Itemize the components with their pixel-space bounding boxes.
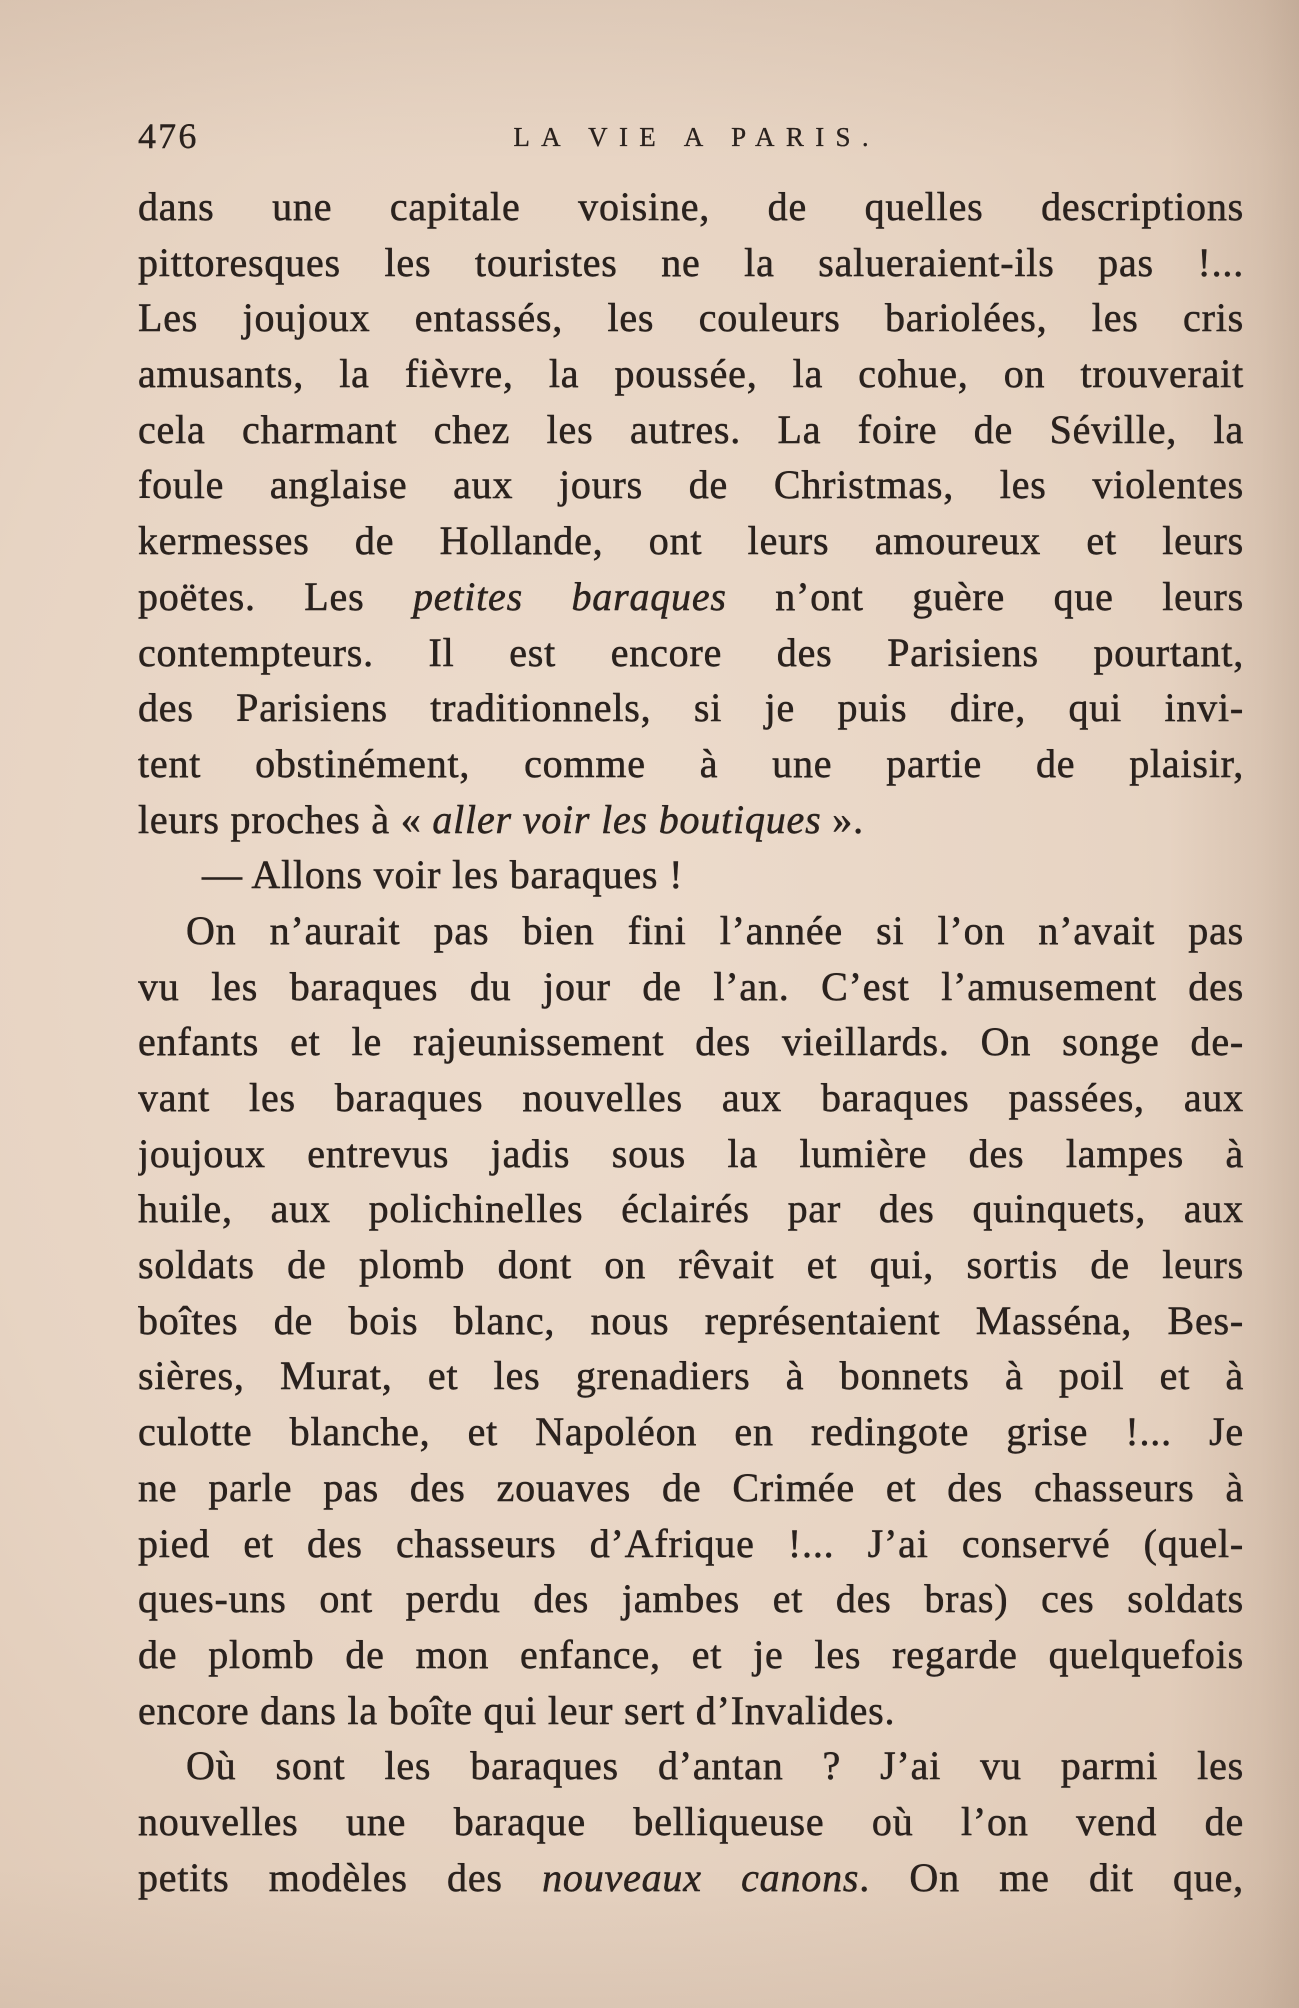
paragraph (138, 179, 1244, 847)
text-line: contempteurs. Il est encore des Parisiens pourtant, (138, 629, 1244, 675)
text-line: amusants, la fièvre, la poussée, la cohue, on trouverait (138, 351, 1244, 397)
text-run: leurs proches à « (138, 796, 433, 842)
text-line: ques-uns ont perdu des jambes et des bras) ces soldats (138, 1576, 1244, 1622)
text-line: des Parisiens traditionnels, si je puis dire, qui invi- (138, 685, 1244, 731)
text-line: ne parle pas des zouaves de Crimée et des chasseurs à (138, 1464, 1244, 1510)
text-run: . On me dit que, (859, 1854, 1244, 1900)
text-line: nouvelles une baraque belliqueuse où l’on vend de (138, 1798, 1244, 1844)
text-line: soldats de plomb dont on rêvait et qui, sortis de leurs (138, 1242, 1244, 1288)
running-head: LA VIE A PARIS. (513, 122, 880, 152)
italic-text: petites baraques (412, 573, 727, 619)
text-line: boîtes de bois blanc, nous représentaient Masséna, Bes- (138, 1297, 1244, 1343)
text-line: de plomb de mon enfance, et je les regarde quelquefois (138, 1631, 1244, 1677)
text-line: culotte blanche, et Napoléon en redingote grise !... Je (138, 1409, 1244, 1455)
text-line: dans une capitale voisine, de quelles descriptions (138, 184, 1244, 229)
text-line: pied et des chasseurs d’Afrique !... J’ai conservé (quel- (138, 1520, 1244, 1566)
text-line: cela charmant chez les autres. La foire de Séville, la (138, 406, 1244, 452)
text-line: — Allons voir les baraques ! (202, 852, 684, 898)
body-text (138, 179, 1244, 1905)
text-line: joujoux entrevus jadis sous la lumière des lampes à (138, 1130, 1244, 1176)
text-line: kermesses de Hollande, ont leurs amoureux et leurs (138, 518, 1244, 564)
text-run: n’ont guère que leurs (726, 573, 1244, 619)
text-line: foule anglaise aux jours de Christmas, les violentes (138, 462, 1244, 508)
italic-text: nouveaux canons (542, 1854, 860, 1900)
text-line: Où sont les baraques d’antan ? J’ai vu parmi les (186, 1743, 1244, 1789)
paragraph (138, 1738, 1244, 1905)
text-line (138, 792, 1244, 848)
text-line: vant les baraques nouvelles aux baraques passées, aux (138, 1075, 1244, 1120)
text-line: vu les baraques du jour de l’an. C’est l’amusement des (138, 963, 1244, 1009)
italic-text: aller voir les boutiques (432, 796, 822, 842)
text-line: tent obstinément, comme à une partie de plaisir, (138, 740, 1244, 786)
text-line: pittoresques les touristes ne la salueraient-ils pas !... (138, 239, 1244, 285)
text-line: Les joujoux entassés, les couleurs bariolées, les cris (138, 295, 1244, 341)
text-line: On n’aurait pas bien fini l’année si l’on n’avait pas (186, 907, 1244, 953)
text-run: poëtes. Les (138, 573, 413, 619)
text-line: enfants et le rajeunissement des vieillards. On songe de- (138, 1019, 1244, 1065)
text-line: huile, aux polichinelles éclairés par des quinquets, aux (138, 1186, 1244, 1232)
paragraph (138, 903, 1244, 1738)
paragraph (138, 847, 1244, 903)
page-number: 476 (138, 116, 199, 156)
text-line: encore dans la boîte qui leur sert d’Invalides. (138, 1687, 896, 1733)
text-line (138, 1850, 1244, 1906)
text-line: sières, Murat, et les grenadiers à bonnets à poil et à (138, 1353, 1244, 1399)
text-line (138, 569, 1244, 625)
text-run: petits modèles des (138, 1854, 543, 1900)
text-run: ». (821, 796, 864, 842)
